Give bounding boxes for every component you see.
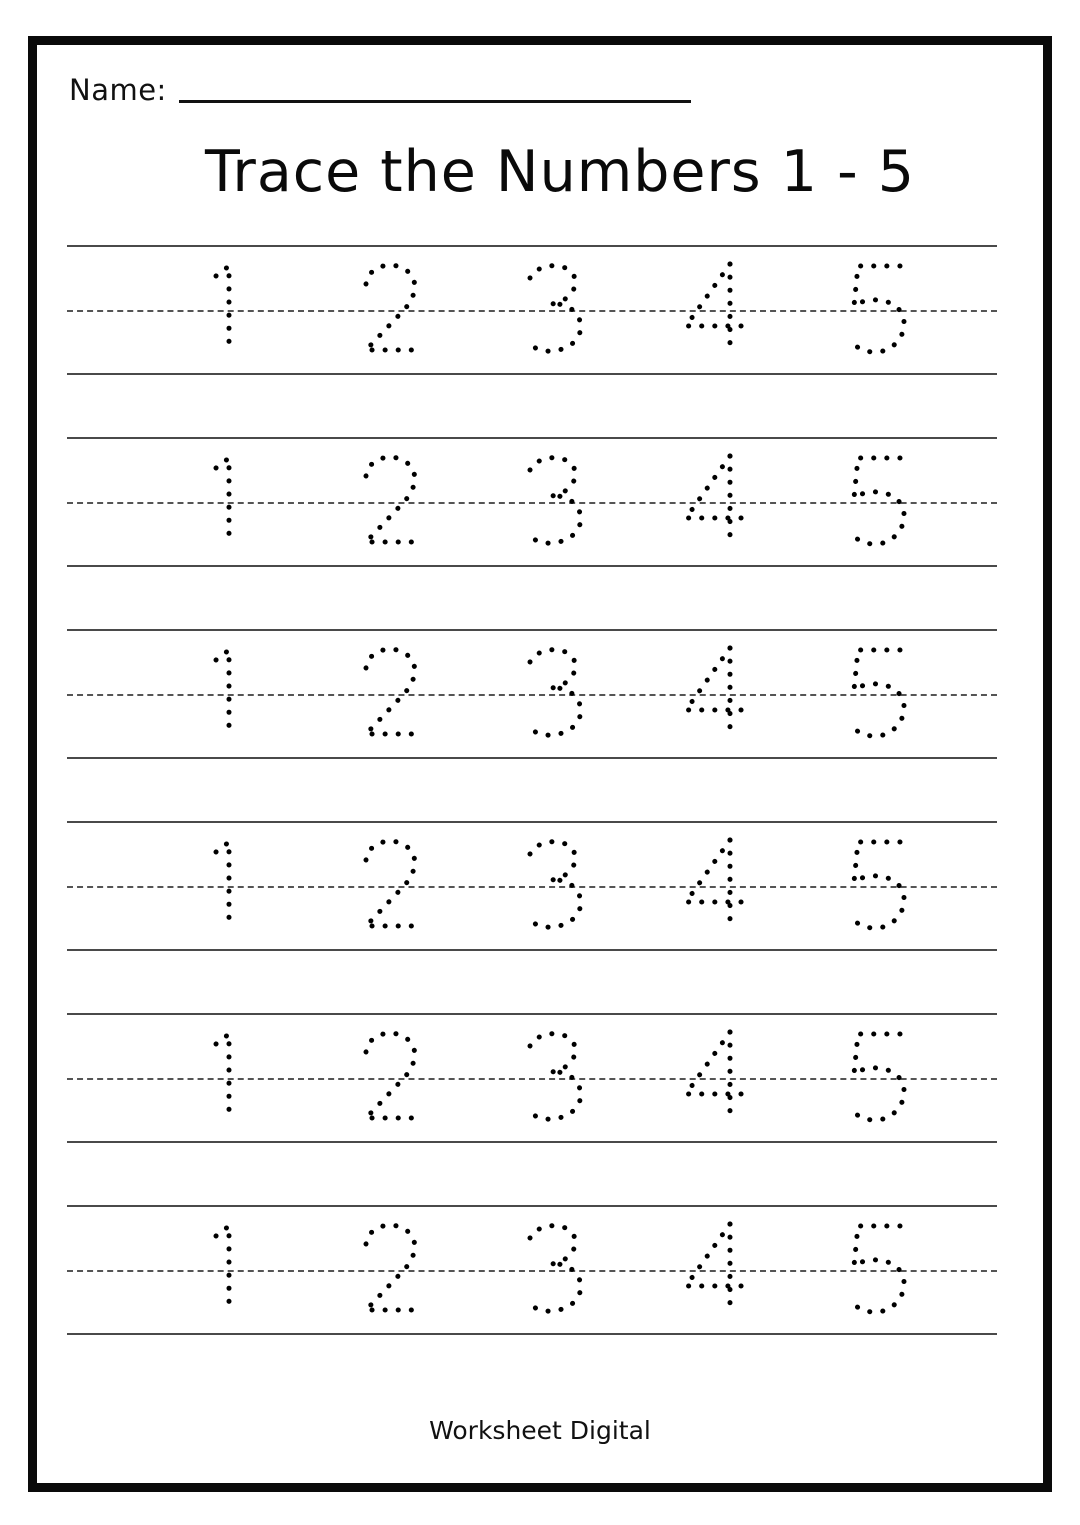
name-label: Name: xyxy=(69,73,167,107)
trace-number-2[interactable] xyxy=(344,1018,436,1138)
trace-number-3[interactable] xyxy=(506,1210,598,1330)
table-row xyxy=(67,245,997,375)
trace-number-4[interactable] xyxy=(668,250,760,370)
trace-number-1[interactable] xyxy=(182,442,274,562)
table-row xyxy=(67,629,997,759)
trace-number-3[interactable] xyxy=(506,634,598,754)
trace-number-4[interactable] xyxy=(668,1018,760,1138)
name-field-row xyxy=(69,73,691,109)
table-row xyxy=(67,1205,997,1335)
trace-number-5[interactable] xyxy=(830,250,922,370)
trace-number-5[interactable] xyxy=(830,442,922,562)
trace-number-3[interactable] xyxy=(506,1018,598,1138)
row-glyphs xyxy=(67,821,997,951)
tracing-rows xyxy=(67,245,997,1397)
trace-number-2[interactable] xyxy=(344,826,436,946)
trace-number-5[interactable] xyxy=(830,1018,922,1138)
trace-number-4[interactable] xyxy=(668,826,760,946)
row-glyphs xyxy=(67,437,997,567)
name-input-line[interactable] xyxy=(179,100,691,103)
footer-credit: Worksheet Digital xyxy=(429,1416,651,1445)
trace-number-2[interactable] xyxy=(344,1210,436,1330)
trace-number-2[interactable] xyxy=(344,634,436,754)
trace-number-2[interactable] xyxy=(344,250,436,370)
row-glyphs xyxy=(67,629,997,759)
table-row xyxy=(67,821,997,951)
trace-number-4[interactable] xyxy=(668,1210,760,1330)
trace-number-4[interactable] xyxy=(668,442,760,562)
trace-number-5[interactable] xyxy=(830,634,922,754)
row-glyphs xyxy=(67,245,997,375)
trace-number-1[interactable] xyxy=(182,634,274,754)
page-title: Trace the Numbers 1 - 5 xyxy=(204,139,916,205)
trace-number-1[interactable] xyxy=(182,1210,274,1330)
trace-number-3[interactable] xyxy=(506,442,598,562)
trace-number-3[interactable] xyxy=(506,826,598,946)
trace-number-4[interactable] xyxy=(668,634,760,754)
trace-number-3[interactable] xyxy=(506,250,598,370)
trace-number-5[interactable] xyxy=(830,1210,922,1330)
row-glyphs xyxy=(67,1013,997,1143)
trace-number-1[interactable] xyxy=(182,826,274,946)
row-glyphs xyxy=(67,1205,997,1335)
table-row xyxy=(67,1013,997,1143)
trace-number-1[interactable] xyxy=(182,250,274,370)
table-row xyxy=(67,437,997,567)
trace-number-2[interactable] xyxy=(344,442,436,562)
trace-number-1[interactable] xyxy=(182,1018,274,1138)
worksheet-content xyxy=(37,45,1043,1483)
trace-number-5[interactable] xyxy=(830,826,922,946)
page-border-frame xyxy=(28,36,1052,1492)
